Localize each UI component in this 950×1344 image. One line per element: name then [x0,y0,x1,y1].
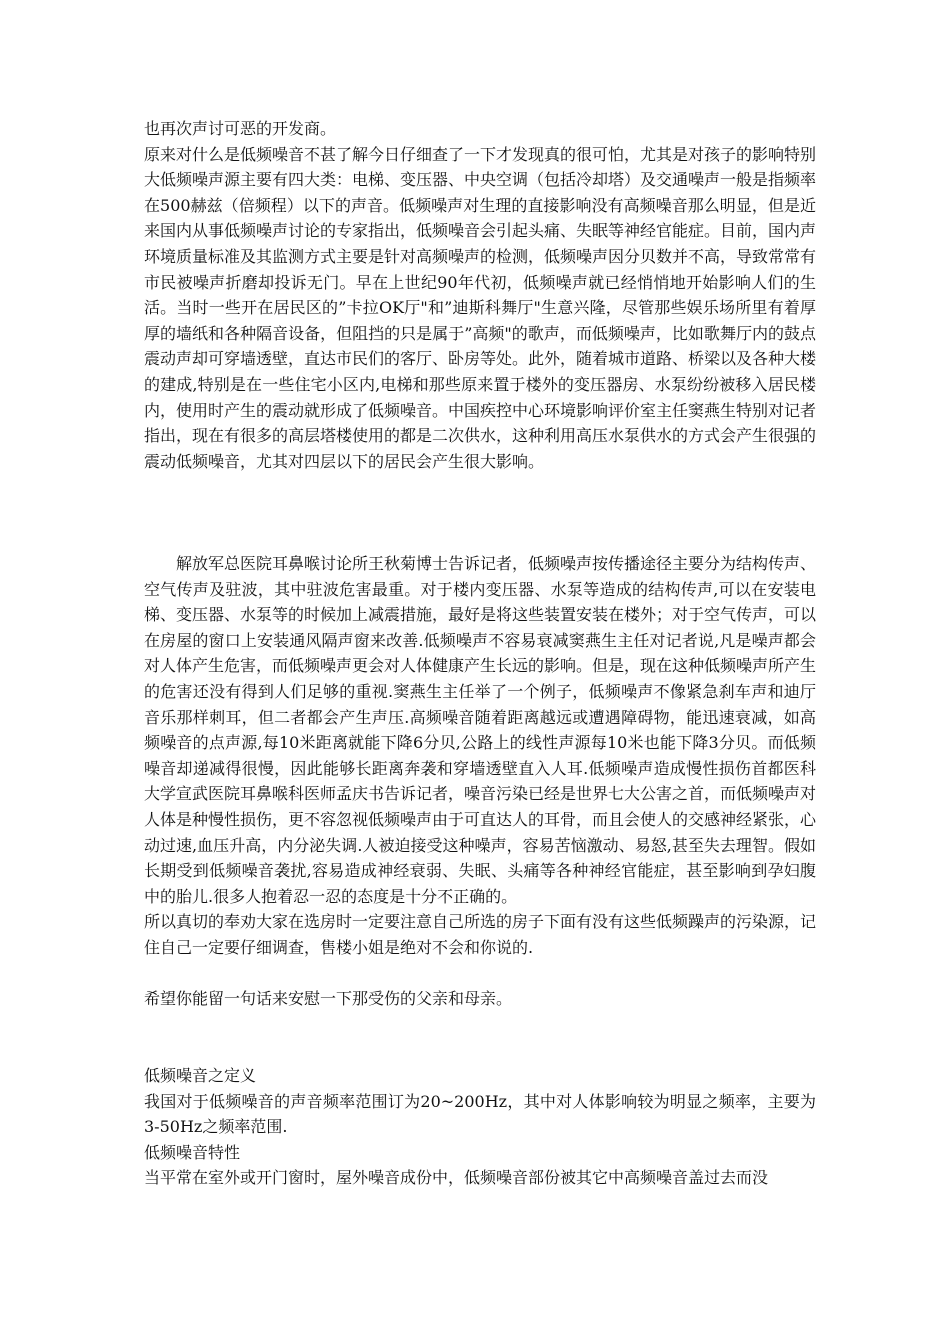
paragraph-3: 解放军总医院耳鼻喉讨论所王秋菊博士告诉记者，低频噪声按传播途径主要分为结构传声、空气传声及驻波，其中驻波危害最重。对于楼内变压器、水泵等造成的结构传声,可以在安装电梯、变压器、水泵等的时候加上减震措施，最好是将这些装置安装在楼外；对于空气传声，可以在房屋的窗口上安装通风隔声窗来改善.低频噪声不容易衰减窦燕生主任对记者说,凡是噪声都会对人体产生危害，而低频噪声更会对人体健康产生长远的影响。但是，现在这种低频噪声所产生的危害还没有得到人们足够的重视.窦燕生主任举了一个例子，低频噪声不像紧急刹车声和迪厅音乐那样刺耳，但二者都会产生声压.高频噪音随着距离越远或遭遇障碍物，能迅速衰减，如高频噪音的点声源,每10米距离就能下降6分贝,公路上的线性声源每10米也能下降3分贝。而低频噪音却递减得很慢，因此能够长距离奔袭和穿墙透壁直入人耳.低频噪声造成慢性损伤首都医科大学宣武医院耳鼻喉科医师孟庆书告诉记者，噪音污染已经是世界七大公害之首，而低频噪声对人体是种慢性损伤，更不容忽视低频噪声由于可直达人的耳骨，而且会使人的交感神经紧张，心动过速,血压升高，内分泌失调.人被迫接受这种噪声，容易苦恼激动、易怒,甚至失去理智。假如长期受到低频噪音袭扰,容易造成神经衰弱、失眠、头痛等各种神经官能症，甚至影响到孕妇腹中的胎儿.很多人抱着忍一忍的态度是十分不正确的。 [144,554,817,906]
paragraph-4: 所以真切的奉劝大家在选房时一定要注意自己所选的房子下面有没有这些低频躁声的污染源，记住自己一定要仔细调查，售楼小姐是绝对不会和你说的. [144,912,817,958]
blank-line [144,961,816,987]
blank-space [144,1012,816,1063]
paragraph-5: 希望你能留一句话来安慰一下那受伤的父亲和母亲。 [144,989,513,1009]
paragraph-1: 也再次声讨可恶的开发商。 [144,119,337,138]
paragraph-2: 原来对什么是低频噪音不甚了解今日仔细查了一下才发现真的很可怕，尤其是对孩子的影响特别大低频噪声源主要有四大类：电梯、变压器、中央空调（包括冷却塔）及交通噪声一般是指频率在500赫兹（倍频程）以下的声音。低频噪声对生理的直接影响没有高频噪音那么明显，但是近来国内从事低频噪声讨论的专家指出，低频噪音会引起头痛、失眠等神经官能症。目前，国内声环境质量标准及其监测方式主要是针对高频噪声的检测，低频噪声因分贝数并不高，导致常常有市民被噪声折磨却投诉无门。早在上世纪90年代初，低频噪声就已经悄悄地开始影响人们的生活。当时一些开在居民区的”卡拉OK厅"和”迪斯科舞厅"生意兴隆，尽管那些娱乐场所里有着厚厚的墙纸和各种隔音设备，但阻挡的只是属于”高频"的歌声，而低频噪声，比如歌舞厅内的鼓点震动声却可穿墙透壁，直达市民们的客厅、卧房等处。此外，随着城市道路、桥梁以及各种大楼的建成,特别是在一些住宅小区内,电梯和那些原来置于楼外的变压器房、水泵纷纷被移入居民楼内，使用时产生的震动就形成了低频噪音。中国疾控中心环境影响评价室主任窦燕生特别对记者指出，现在有很多的高层塔楼使用的都是二次供水，这种利用高压水泵供水的方式会产生很强的震动低频噪音，尤其对四层以下的居民会产生很大影响。 [144,144,817,471]
section-heading-characteristics: 低频噪音特性 [144,1142,241,1162]
section-heading-definition: 低频噪音之定义 [144,1065,257,1085]
document-body [144,116,816,1191]
paragraph-definition: 我国对于低频噪音的声音频率范围订为20~200Hz，其中对人体影响较为明显之频率，主要为3-50Hz之频率范围. [144,1091,816,1137]
paragraph-characteristics: 当平常在室外或开门窗时，屋外噪音成份中，低频噪音部份被其它中高频噪音盖过去而没 [144,1168,769,1188]
blank-space [144,474,816,551]
